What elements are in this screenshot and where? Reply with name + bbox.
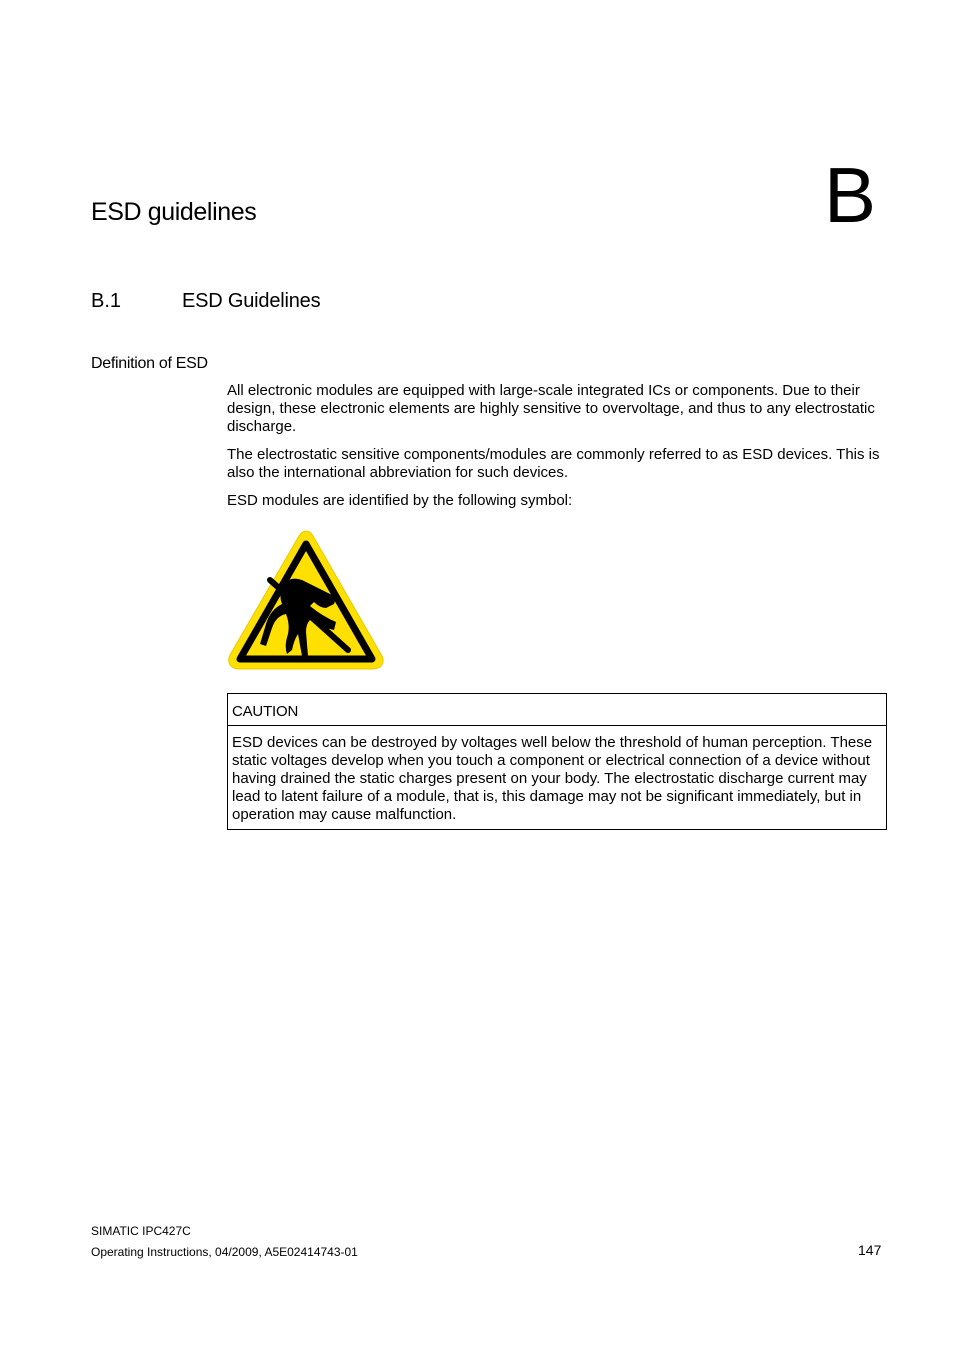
subsection-heading: Definition of ESD	[91, 355, 208, 372]
section-number: B.1	[91, 290, 122, 312]
section-title: ESD Guidelines	[182, 290, 321, 312]
page-number: 147	[858, 1242, 882, 1258]
paragraph-esd-symbol-intro: ESD modules are identified by the following symbol:	[227, 492, 573, 509]
footer-document-info: Operating Instructions, 04/2009, A5E02414743-01	[91, 1245, 358, 1259]
caution-box	[227, 693, 887, 830]
chapter-letter: B	[824, 151, 876, 239]
footer-product-name: SIMATIC IPC427C	[91, 1224, 191, 1238]
chapter-title: ESD guidelines	[91, 198, 257, 226]
esd-warning-triangle-icon	[226, 528, 386, 670]
caution-header	[228, 694, 886, 726]
paragraph-esd-intro: All electronic modules are equipped with large-scale integrated ICs or components. Due to their design, these electronic elements are highly sensitive to overvoltage, and thus to any electrostatic discharge.	[227, 382, 875, 435]
caution-label: CAUTION	[232, 703, 299, 720]
caution-text: ESD devices can be destroyed by voltages well below the threshold of human perception. These static voltages develop when you touch a component or electrical connection of a device without having drained the static charges present on your body. The electrostatic discharge current may lead to latent failure of a module, that is, this damage may not be significant immediately, but in operation may cause malfunction.	[232, 734, 873, 823]
paragraph-esd-devices: The electrostatic sensitive components/modules are commonly referred to as ESD devices. This is also the international abbreviation for such devices.	[227, 446, 880, 481]
